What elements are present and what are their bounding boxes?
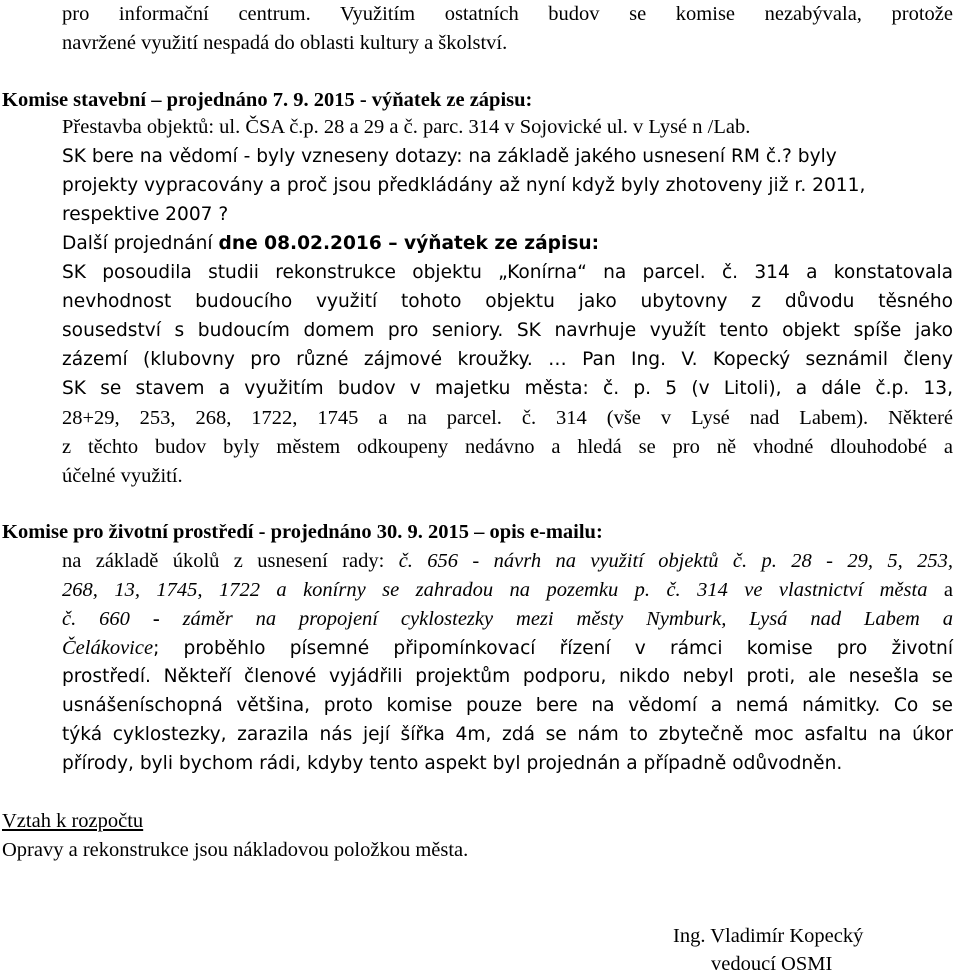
text-span-italic: č. 656 - návrh na využití objektů č. p. 28 - 29, 5, 253, [398,550,953,572]
text-line: usnášeníschopná většina, proto komise pouze bere na vědomí a nemá námitky. Co se [62,695,953,716]
subheading-line [62,232,599,256]
text-line: prostředí. Někteří členové vyjádřili projektům podporu, nikdo nebyl proti, ale nesešla se [62,666,953,687]
text-span: na základě úkolů z usnesení rady: [62,550,399,572]
signature-role: vedoucí OSMI [711,953,833,975]
text-line: Opravy a rekonstrukce jsou nákladovou položkou města. [2,839,469,861]
text-span-italic: Čelákovice [62,637,154,659]
text-span: a [927,579,953,601]
text-line: pro informační centrum. Využitím ostatních budov se komise nezabývala, protože [62,3,953,25]
text-line: přírody, byli bychom rádi, kdyby tento aspekt byl projednán a případně odůvodněn. [62,753,843,774]
text-line [62,636,953,661]
text-line: zázemí (klubovny pro různé zájmové kroužky. … Pan Ing. V. Kopecký seznámil členy [62,349,953,370]
text-line: SK bere na vědomí - byly vzneseny dotazy: na základě jakého usnesení RM č.? byly [62,146,837,167]
text-span-bold: - [152,608,183,630]
text-line: týká cyklostezky, zarazila nás její šířka 4m, zdá se nám to zbytečně moc asfaltu na úkor [62,724,953,745]
text-line: nevhodnost budoucího využití tohoto objektu jako ubytovny z důvodu těsného [62,291,953,312]
subheading-label: Další projednání [62,233,219,254]
signature-name: Ing. Vladimír Kopecký [673,925,864,947]
text-line: SK posoudila studii rekonstrukce objektu „Konírna“ na parcel. č. 314 a konstatovala [62,262,953,283]
text-line: SK se stavem a využitím budov v majetku města: č. p. 5 (v Litoli), a dále č.p. 13, [62,378,953,399]
section-heading: Vztah k rozpočtu [2,810,144,832]
text-line: sousedství s budoucím domem pro seniory. SK navrhuje využít tento objekt spíše jako [62,320,953,341]
text-line [62,549,953,573]
section-heading: Komise pro životní prostředí - projednáno 30. 9. 2015 – opis e-mailu: [2,521,603,543]
text-line: projekty vypracovány a proč jsou předkládány až nyní když byly zhotoveny již r. 2011, [62,175,866,196]
subheading-date: dne 08.02.2016 – výňatek ze zápisu: [218,233,600,254]
text-span-italic: 268, 13, 1745, 1722 a konírny se zahradou na pozemku p. č. 314 ve vlastnictví města [62,579,928,601]
section-heading: Komise stavební – projednáno 7. 9. 2015 - výňatek ze zápisu: [2,89,533,111]
text-line: navržené využití nespadá do oblasti kultury a školství. [62,32,508,54]
text-line [62,607,953,631]
text-line: Přestavba objektů: ul. ČSA č.p. 28 a 29 a č. parc. 314 v Sojovické ul. v Lysé n /Lab. [62,116,751,138]
text-line [62,578,953,602]
text-line: 28+29, 253, 268, 1722, 1745 a na parcel. č. 314 (vše v Lysé nad Labem). Některé [62,407,953,429]
text-span: ; proběhlo písemné připomínkovací řízení v rámci komise pro životní [153,638,953,659]
text-line: z těchto budov byly městem odkoupeny nedávno a hledá se pro ně vhodné dlouhodobé a [62,436,953,458]
text-span-italic: č. 660 [62,608,153,630]
text-line: účelné využití. [62,465,183,487]
text-line: respektive 2007 ? [62,204,229,225]
text-span-italic: záměr na propojení cyklostezky mezi městy Nymburk, Lysá nad Labem a [182,608,953,630]
